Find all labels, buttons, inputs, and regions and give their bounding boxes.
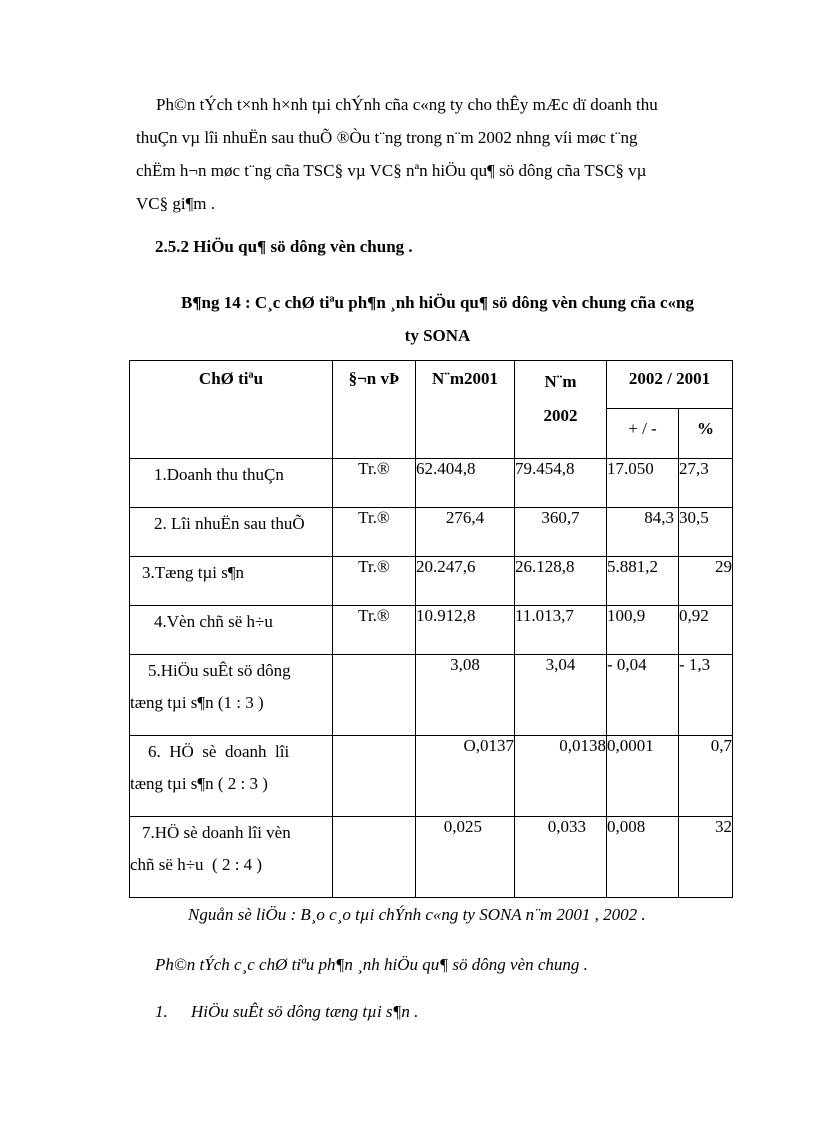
row-1-year-2002: 79.454,8	[515, 459, 607, 508]
row-4-year-2001: 10.912,8	[416, 606, 515, 655]
row-7-diff: 0,008	[607, 817, 679, 898]
row-2-percent: 30,5	[679, 508, 733, 557]
header-year-2002	[515, 361, 607, 459]
row-1-indicator: 1.Doanh thu thuÇn	[130, 459, 333, 508]
row-7-year-2002: 0,033	[515, 817, 607, 898]
row-5-indicator-line-1: 5.HiÖu suÊt sö dông	[148, 661, 291, 680]
source-note: Nguån sè liÖu : B¸o c¸o tµi chÝnh c«ng ty SONA n¨m 2001 , 2002 .	[188, 905, 646, 924]
intro-line-2: thuÇn vµ lîi nhuËn sau thuÕ ®Òu t¨ng trong n¨m 2002 nhng víi møc t¨ng	[136, 128, 638, 147]
indicator-table	[129, 360, 733, 898]
table-caption	[136, 286, 739, 352]
row-5-unit	[333, 655, 416, 736]
header-percent: %	[679, 409, 733, 459]
analysis-line: Ph©n tÝch c¸c chØ tiªu ph¶n ¸nh hiÖu qu¶ sö dông vèn chung .	[155, 955, 588, 974]
row-7-percent: 32	[679, 817, 733, 898]
table-row	[130, 606, 733, 655]
row-7-indicator-line-2: chñ së h÷u ( 2 : 4 )	[130, 855, 263, 874]
row-3-indicator: 3.Tæng tµi s¶n	[130, 557, 333, 606]
row-2-diff: 84,3	[607, 508, 679, 557]
row-4-percent: 0,92	[679, 606, 733, 655]
header-comparison: 2002 / 2001	[607, 361, 733, 409]
row-3-diff: 5.881,2	[607, 557, 679, 606]
row-3-unit: Tr.®	[333, 557, 416, 606]
row-2-year-2001: 276,4	[416, 508, 515, 557]
row-5-year-2002: 3,04	[515, 655, 607, 736]
row-5-year-2001: 3,08	[416, 655, 515, 736]
row-3-year-2001: 20.247,6	[416, 557, 515, 606]
row-3-year-2002: 26.128,8	[515, 557, 607, 606]
row-7-indicator-line-1: 7.HÖ sè doanh lîi vèn	[142, 823, 291, 842]
list-item-text: HiÖu suÊt sö dông tæng tµi s¶n .	[191, 1002, 419, 1021]
list-item-number: 1.	[155, 1002, 168, 1021]
row-6-indicator	[130, 736, 333, 817]
row-5-indicator-line-2: tæng tµi s¶n (1 : 3 )	[130, 693, 264, 712]
header-year-2002-line-2: 2002	[543, 406, 578, 425]
row-4-unit: Tr.®	[333, 606, 416, 655]
row-6-year-2001: O,0137	[416, 736, 515, 817]
row-7-indicator	[130, 817, 333, 898]
row-6-percent: 0,7	[679, 736, 733, 817]
row-4-year-2002: 11.013,7	[515, 606, 607, 655]
section-heading: 2.5.2 HiÖu qu¶ sö dông vèn chung .	[155, 237, 413, 256]
row-2-indicator: 2. Lîi nhuËn sau thuÕ	[130, 508, 333, 557]
row-5-percent: - 1,3	[679, 655, 733, 736]
list-item	[155, 1002, 418, 1022]
row-4-diff: 100,9	[607, 606, 679, 655]
table-row	[130, 508, 733, 557]
row-3-percent: 29	[679, 557, 733, 606]
row-6-diff: 0,0001	[607, 736, 679, 817]
row-6-year-2002: 0,0138	[515, 736, 607, 817]
table-caption-line-1: B¶ng 14 : C¸c chØ tiªu ph¶n ¸nh hiÖu qu¶ sö dông vèn chung cña c«ng	[180, 293, 695, 312]
row-6-indicator-line-1: 6. HÖ sè doanh lîi	[148, 742, 290, 761]
row-7-year-2001: 0,025	[416, 817, 515, 898]
intro-line-4: VC§ gi¶m .	[136, 194, 216, 213]
row-4-indicator: 4.Vèn chñ së h÷u	[130, 606, 333, 655]
intro-paragraph	[136, 88, 739, 220]
row-1-diff: 17.050	[607, 459, 679, 508]
table-row	[130, 557, 733, 606]
header-year-2002-line-1: N¨m	[544, 372, 577, 391]
row-2-unit: Tr.®	[333, 508, 416, 557]
row-1-year-2001: 62.404,8	[416, 459, 515, 508]
intro-line-1: Ph©n tÝch t×nh h×nh tµi chÝnh cña c«ng ty cho thÊy mÆc dï doanh thu	[156, 95, 658, 114]
header-indicator: ChØ tiªu	[130, 361, 333, 459]
row-6-indicator-line-2: tæng tµi s¶n ( 2 : 3 )	[130, 774, 268, 793]
table-row	[130, 459, 733, 508]
row-1-percent: 27,3	[679, 459, 733, 508]
row-5-indicator	[130, 655, 333, 736]
row-7-unit	[333, 817, 416, 898]
header-diff: + / -	[607, 409, 679, 459]
row-2-year-2002: 360,7	[515, 508, 607, 557]
row-1-unit: Tr.®	[333, 459, 416, 508]
table-row	[130, 736, 733, 817]
header-year-2001: N¨m2001	[416, 361, 515, 459]
table-row	[130, 655, 733, 736]
table-row	[130, 817, 733, 898]
table-caption-line-2: ty SONA	[404, 326, 471, 345]
row-6-unit	[333, 736, 416, 817]
header-unit: §¬n vÞ	[333, 361, 416, 459]
intro-line-3: chËm h¬n møc t¨ng cña TSC§ vµ VC§ nªn hiÖu qu¶ sö dông cña TSC§ vµ	[136, 161, 647, 180]
row-5-diff: - 0,04	[607, 655, 679, 736]
